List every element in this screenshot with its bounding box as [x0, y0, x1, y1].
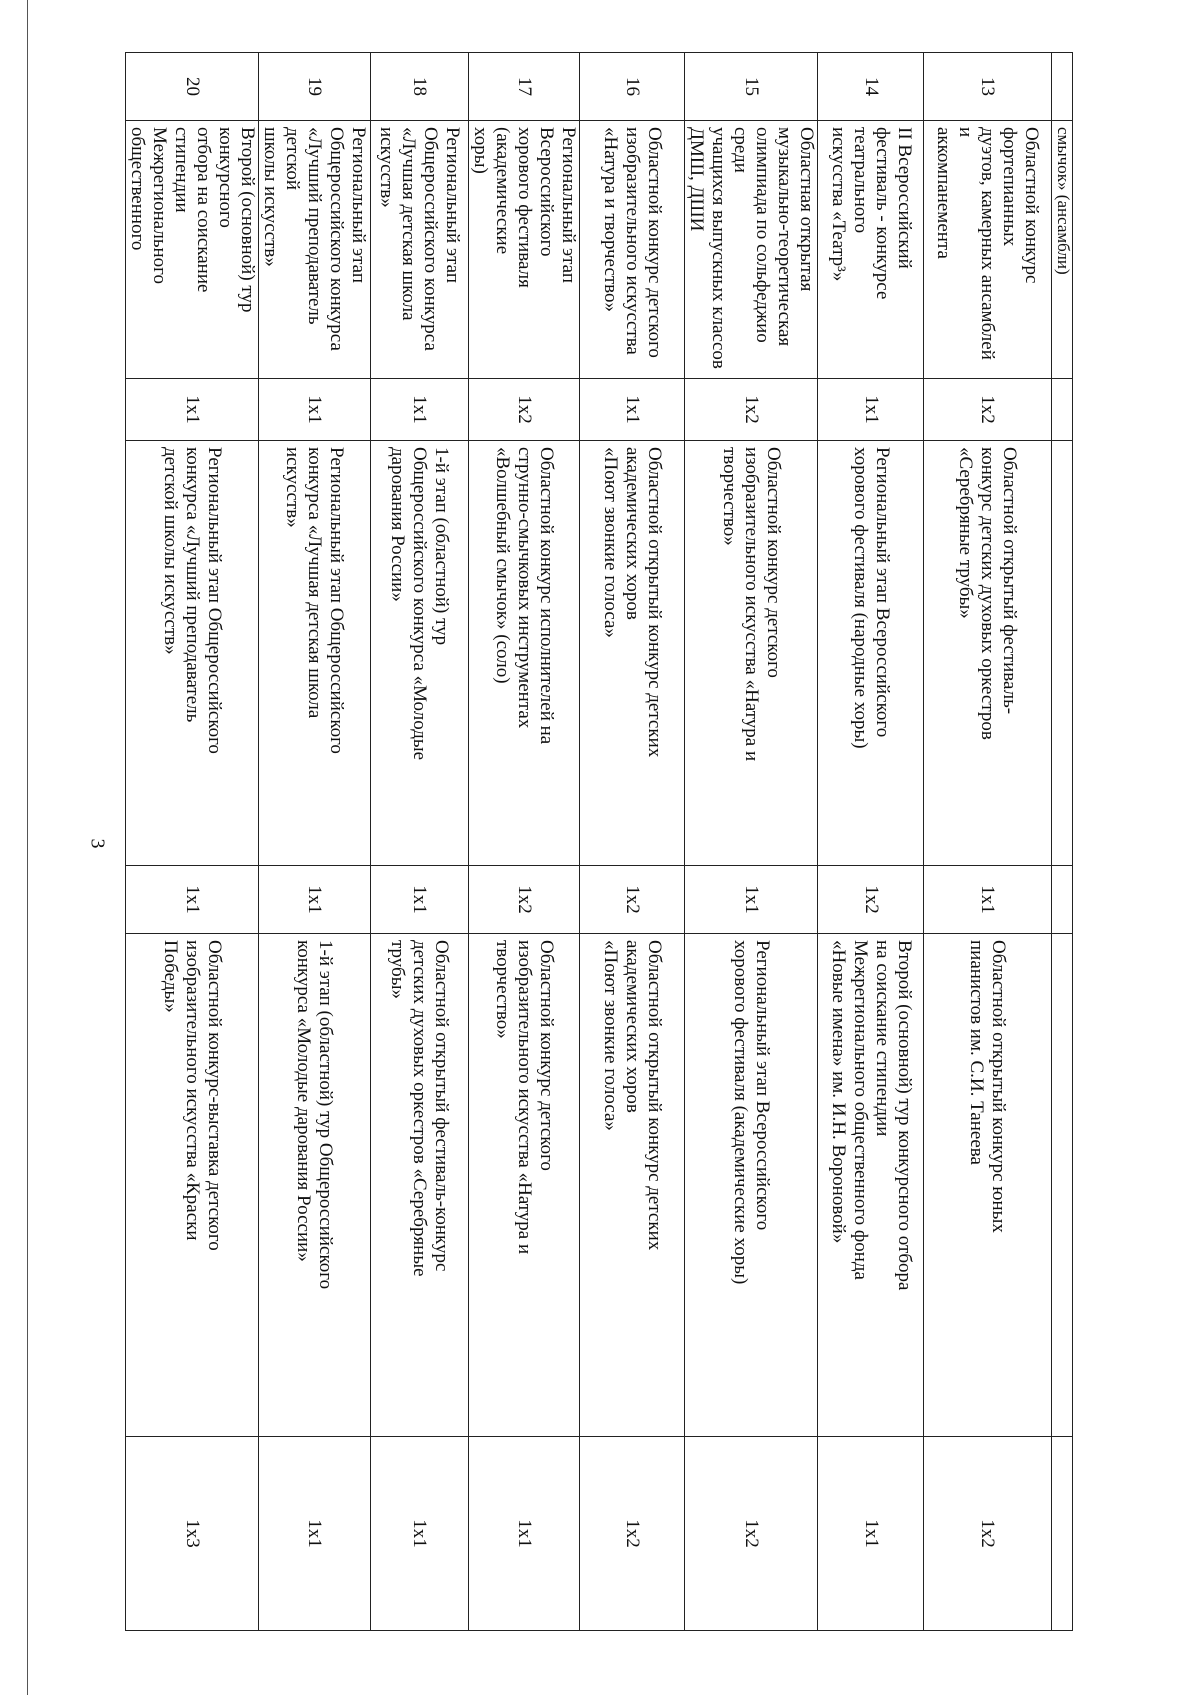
cell-line: Региональный этап: [442, 127, 464, 284]
cell-line: хорового фестиваля (народные хоры): [849, 447, 871, 749]
cell-line: школы искусств»: [260, 127, 282, 267]
competition-1: [468, 121, 579, 379]
competition-1: [126, 121, 259, 379]
table-row: [579, 53, 684, 1631]
cell-line: 1-й этап (областной) тур: [431, 447, 453, 646]
row-number: 14: [818, 53, 923, 121]
row-number: 17: [468, 53, 579, 121]
competition-3: [370, 934, 468, 1437]
format-3: 1x2: [685, 1437, 818, 1631]
row-number: 19: [259, 53, 370, 121]
cell-line: «Лучший преподаватель детской: [282, 127, 326, 325]
table-row: [468, 53, 579, 1631]
cell-line: «Натура и творчество»: [600, 127, 622, 313]
competition-1: [259, 121, 370, 379]
competition-3: [923, 934, 1051, 1437]
row-number: 18: [370, 53, 468, 121]
cell-line: детских духовых оркестров «Серебряные: [409, 940, 431, 1277]
table-row: [259, 53, 370, 1631]
table-row: [818, 53, 923, 1631]
cell-line: Областной конкурс детского: [535, 940, 557, 1171]
continuation-empty-cell: [1051, 441, 1072, 866]
cell-line: академических хоров: [622, 447, 644, 620]
row-number: 16: [579, 53, 684, 121]
competition-2: [818, 441, 923, 866]
cell-line: пианистов им. С.И. Танеева: [966, 940, 988, 1165]
cell-line: хорового фестиваля (академические: [491, 127, 535, 288]
cell-line: изобразительного искусства «Натура и: [741, 447, 763, 762]
cell-line: ДМШ, ДШИ: [686, 127, 708, 232]
page-number: 3: [86, 838, 109, 849]
competition-2: [259, 441, 370, 866]
continuation-empty-cell: [1051, 934, 1072, 1437]
row-number: 20: [126, 53, 259, 121]
format-1: 1x1: [370, 379, 468, 441]
format-3: 1x1: [818, 1437, 923, 1631]
competition-3: [818, 934, 923, 1437]
cell-line: аккомпанемента: [933, 127, 955, 259]
format-1: 1x2: [468, 379, 579, 441]
cell-line: Общероссийского конкурса: [326, 127, 348, 351]
continuation-empty-cell: [1051, 379, 1072, 441]
format-2: 1x2: [468, 866, 579, 934]
cell-line: Региональный этап Общероссийского: [326, 447, 348, 754]
cell-line: конкурса «Лучший преподаватель: [182, 447, 204, 723]
table-row: [370, 53, 468, 1631]
format-2: 1x1: [923, 866, 1051, 934]
cell-line: фестиваль - конкурсе театрального: [849, 127, 893, 300]
competition-3: [259, 934, 370, 1437]
cell-line: академических хоров: [622, 940, 644, 1113]
competition-2: [923, 441, 1051, 866]
format-3: 1x2: [923, 1437, 1051, 1631]
cell-line: изобразительного искусства «Натура и: [513, 940, 535, 1255]
continuation-row: [1051, 53, 1072, 1631]
competition-3: [579, 934, 684, 1437]
table-row: [126, 53, 259, 1631]
cell-line: трубы»: [387, 940, 409, 999]
competitions-table: [125, 52, 1073, 1631]
table-row: [923, 53, 1051, 1631]
format-2: 1x2: [579, 866, 684, 934]
cell-line: Областной открытый фестиваль-конкурс: [431, 940, 453, 1272]
competition-2: [126, 441, 259, 866]
format-1: 1x1: [818, 379, 923, 441]
cell-line: учащихся выпускных классов: [708, 127, 730, 369]
cell-line: «Волшебный смычок» (соло): [491, 447, 513, 684]
format-3: 1x2: [579, 1437, 684, 1631]
row-number: 15: [685, 53, 818, 121]
cell-line: детской школы искусств»: [160, 447, 182, 655]
cell-line: Второй (основной) тур конкурсного отбора: [893, 940, 915, 1291]
competition-1: [370, 121, 468, 379]
competition-2: [685, 441, 818, 866]
cell-line: Областной открытый фестиваль-: [999, 447, 1021, 715]
cell-line: Региональный этап Всероссийского: [752, 940, 774, 1231]
table-row: [685, 53, 818, 1631]
cell-line: хоры): [469, 127, 491, 174]
competition-3: [468, 934, 579, 1437]
cell-line: II Всероссийский: [893, 127, 915, 269]
cell-line: творчество»: [491, 940, 513, 1039]
rotated-table-container: [125, 52, 1073, 1630]
cell-line: творчество»: [719, 447, 741, 546]
cell-line: Межрегионального общественного фонда: [849, 940, 871, 1280]
cell-line: Областная открытая: [796, 127, 818, 292]
cell-line: конкурса «Молодые дарования России»: [293, 940, 315, 1262]
cell-line: «Поют звонкие голоса»: [600, 447, 622, 638]
left-margin-line: [27, 0, 28, 1695]
cell-line: изобразительного искусства: [622, 127, 644, 355]
format-3: 1x3: [126, 1437, 259, 1631]
cell-line: 1-й этап (областной) тур Общероссийского: [315, 940, 337, 1290]
cell-line: Областной открытый конкурс юных: [988, 940, 1010, 1233]
competition-2: [468, 441, 579, 866]
cell-line: Региональный этап Всероссийского: [871, 447, 893, 738]
cell-line: «Лучшая детская школа искусств»: [376, 127, 420, 321]
cell-line: Областной конкурс исполнителей на: [535, 447, 557, 745]
cell-line: Победы»: [160, 940, 182, 1013]
format-2: 1x1: [126, 866, 259, 934]
cell-line: Региональный этап Общероссийского: [204, 447, 226, 754]
format-3: 1x1: [468, 1437, 579, 1631]
format-2: 1x1: [370, 866, 468, 934]
cell-line: хорового фестиваля (академические хоры): [730, 940, 752, 1285]
cell-line: Общероссийского конкурса: [420, 127, 442, 351]
cell-line: дарования России»: [387, 447, 409, 602]
cell-line: музыкально-теоретическая: [774, 127, 796, 347]
cell-line: конкурса «Лучшая детская школа: [304, 447, 326, 719]
cell-line: отбора на соискание стипендии: [171, 127, 215, 293]
competition-2: [579, 441, 684, 866]
cell-line: изобразительного искусства «Краски: [182, 940, 204, 1241]
format-1: 1x1: [259, 379, 370, 441]
continuation-num-cell: [1051, 53, 1072, 121]
format-1: 1x1: [126, 379, 259, 441]
cell-line: Областной конкурс детского: [644, 127, 666, 358]
cell-line: Региональный этап: [348, 127, 370, 284]
competition-1: [685, 121, 818, 379]
cell-line: Областной открытый конкурс детских: [644, 940, 666, 1251]
continuation-text: смычок» (ансамбли): [1051, 121, 1072, 379]
cell-line: дуэтов, камерных ансамблей и: [955, 127, 999, 360]
cell-line: «Новые имена» им. И.Н. Вороновой»: [827, 940, 849, 1244]
cell-line: Второй (основной) тур конкурсного: [215, 127, 259, 313]
cell-line: искусств»: [282, 447, 304, 528]
competition-1: [579, 121, 684, 379]
format-3: 1x1: [259, 1437, 370, 1631]
continuation-empty-cell: [1051, 866, 1072, 934]
format-3: 1x1: [370, 1437, 468, 1631]
cell-line: конкурс детских духовых оркестров: [977, 447, 999, 740]
format-2: 1x1: [685, 866, 818, 934]
competition-1: [818, 121, 923, 379]
format-1: 1x1: [579, 379, 684, 441]
format-2: 1x2: [818, 866, 923, 934]
cell-line: Региональный этап Всероссийского: [535, 127, 579, 284]
continuation-empty-cell: [1051, 1437, 1072, 1631]
cell-line: Областной открытый конкурс детских: [644, 447, 666, 758]
format-2: 1x1: [259, 866, 370, 934]
cell-line: «Серебряные трубы»: [955, 447, 977, 619]
cell-line: струнно-смычковых инструментах: [513, 447, 535, 729]
competition-1: [923, 121, 1051, 379]
row-number: 13: [923, 53, 1051, 121]
cell-line: «Поют звонкие голоса»: [600, 940, 622, 1131]
cell-line: Общероссийского конкурса «Молодые: [409, 447, 431, 761]
cell-line: олимпиада по сольфеджио среди: [730, 127, 774, 343]
competition-3: [685, 934, 818, 1437]
cell-line: искусства «Театр³»: [827, 127, 849, 282]
cell-line: Областной конкурс фортепианных: [999, 127, 1043, 284]
format-1: 1x2: [685, 379, 818, 441]
cell-line: Межрегионального общественного: [127, 127, 171, 285]
cell-line: на соискание стипендии: [871, 940, 893, 1137]
competition-3: [126, 934, 259, 1437]
cell-line: Областной конкурс детского: [763, 447, 785, 678]
format-1: 1x2: [923, 379, 1051, 441]
competition-2: [370, 441, 468, 866]
cell-line: Областной конкурс-выставка детского: [204, 940, 226, 1251]
